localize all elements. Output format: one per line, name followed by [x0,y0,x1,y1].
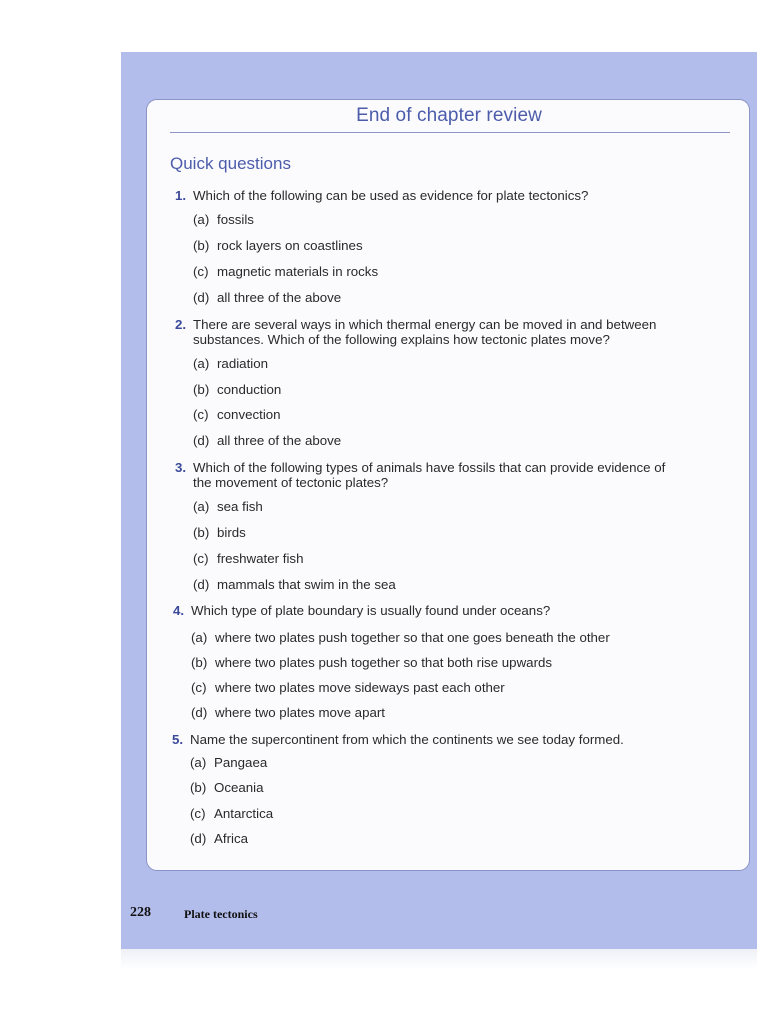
option-3b [193,525,246,540]
option-letter: (b) [191,655,208,670]
option-text: all three of the above [217,433,342,448]
option-text: conduction [217,382,282,397]
question-text: Name the supercontinent from which the continents we see today formed. [190,732,624,747]
option-text: Oceania [214,780,264,795]
option-4c [191,680,505,695]
question-5 [172,732,624,747]
option-text: rock layers on coastlines [217,238,363,253]
option-text: fossils [217,212,254,227]
option-text: where two plates move apart [215,705,385,720]
question-text: Which of the following can be used as evidence for plate tectonics? [193,188,589,203]
title-divider [170,132,730,133]
option-3d [193,577,396,592]
option-text: where two plates move sideways past each other [215,680,505,695]
page-title: End of chapter review [356,105,542,126]
option-2b [193,382,281,397]
page-number: 228 [130,905,151,920]
option-letter: (a) [193,499,210,514]
option-1b [193,238,363,253]
chapter-name: Plate tectonics [184,907,258,921]
question-number: 4. [173,603,185,618]
question-number: 3. [175,460,187,475]
question-number: 2. [175,317,187,332]
question-text-line-1: Which of the following types of animals have fossils that can provide evidence of [193,460,666,475]
question-number: 1. [175,188,187,203]
option-5c [190,806,273,821]
option-letter: (c) [193,551,209,566]
option-letter: (c) [190,806,206,821]
option-letter: (d) [191,705,208,720]
option-2c [193,407,281,422]
option-text: radiation [217,356,269,371]
option-letter: (b) [193,382,210,397]
option-letter: (c) [193,264,209,279]
option-letter: (c) [193,407,209,422]
option-letter: (d) [193,290,210,305]
question-2 [175,317,656,332]
question-3-continued [193,475,388,490]
option-5d [190,831,248,846]
section-heading: Quick questions [170,154,291,173]
option-1a [193,212,254,227]
option-letter: (a) [191,630,208,645]
option-1d [193,290,341,305]
option-letter: (d) [190,831,207,846]
option-text: where two plates push together so that one goes beneath the other [215,630,610,645]
option-letter: (d) [193,577,210,592]
page-shadow [121,949,757,969]
option-text: birds [217,525,246,540]
option-letter: (d) [193,433,210,448]
question-text-line-2: the movement of tectonic plates? [193,475,389,490]
option-text: Pangaea [214,755,268,770]
question-text: Which type of plate boundary is usually found under oceans? [191,603,551,618]
option-text: all three of the above [217,290,342,305]
option-letter: (b) [193,238,210,253]
option-4b [191,655,552,670]
question-3 [175,460,665,475]
option-4d [191,705,385,720]
option-text: mammals that swim in the sea [217,577,396,592]
option-letter: (b) [193,525,210,540]
option-5a [190,755,267,770]
option-2d [193,433,341,448]
option-text: sea fish [217,499,263,514]
option-letter: (c) [191,680,207,695]
question-4 [173,603,550,618]
option-letter: (a) [190,755,207,770]
option-text: where two plates push together so that both rise upwards [215,655,553,670]
option-text: Africa [214,831,248,846]
question-number: 5. [172,732,184,747]
option-text: magnetic materials in rocks [217,264,379,279]
option-text: Antarctica [214,806,274,821]
option-3c [193,551,303,566]
option-3a [193,499,263,514]
option-text: freshwater fish [217,551,304,566]
question-2-continued [193,332,610,347]
option-letter: (b) [190,780,207,795]
question-text-line-2: substances. Which of the following explains how tectonic plates move? [193,332,610,347]
option-letter: (a) [193,212,210,227]
option-5b [190,780,264,795]
option-1c [193,264,378,279]
option-text: convection [217,407,281,422]
option-4a [191,630,610,645]
option-letter: (a) [193,356,210,371]
option-2a [193,356,268,371]
question-text-line-1: There are several ways in which thermal energy can be moved in and between [193,317,657,332]
question-1 [175,188,588,203]
